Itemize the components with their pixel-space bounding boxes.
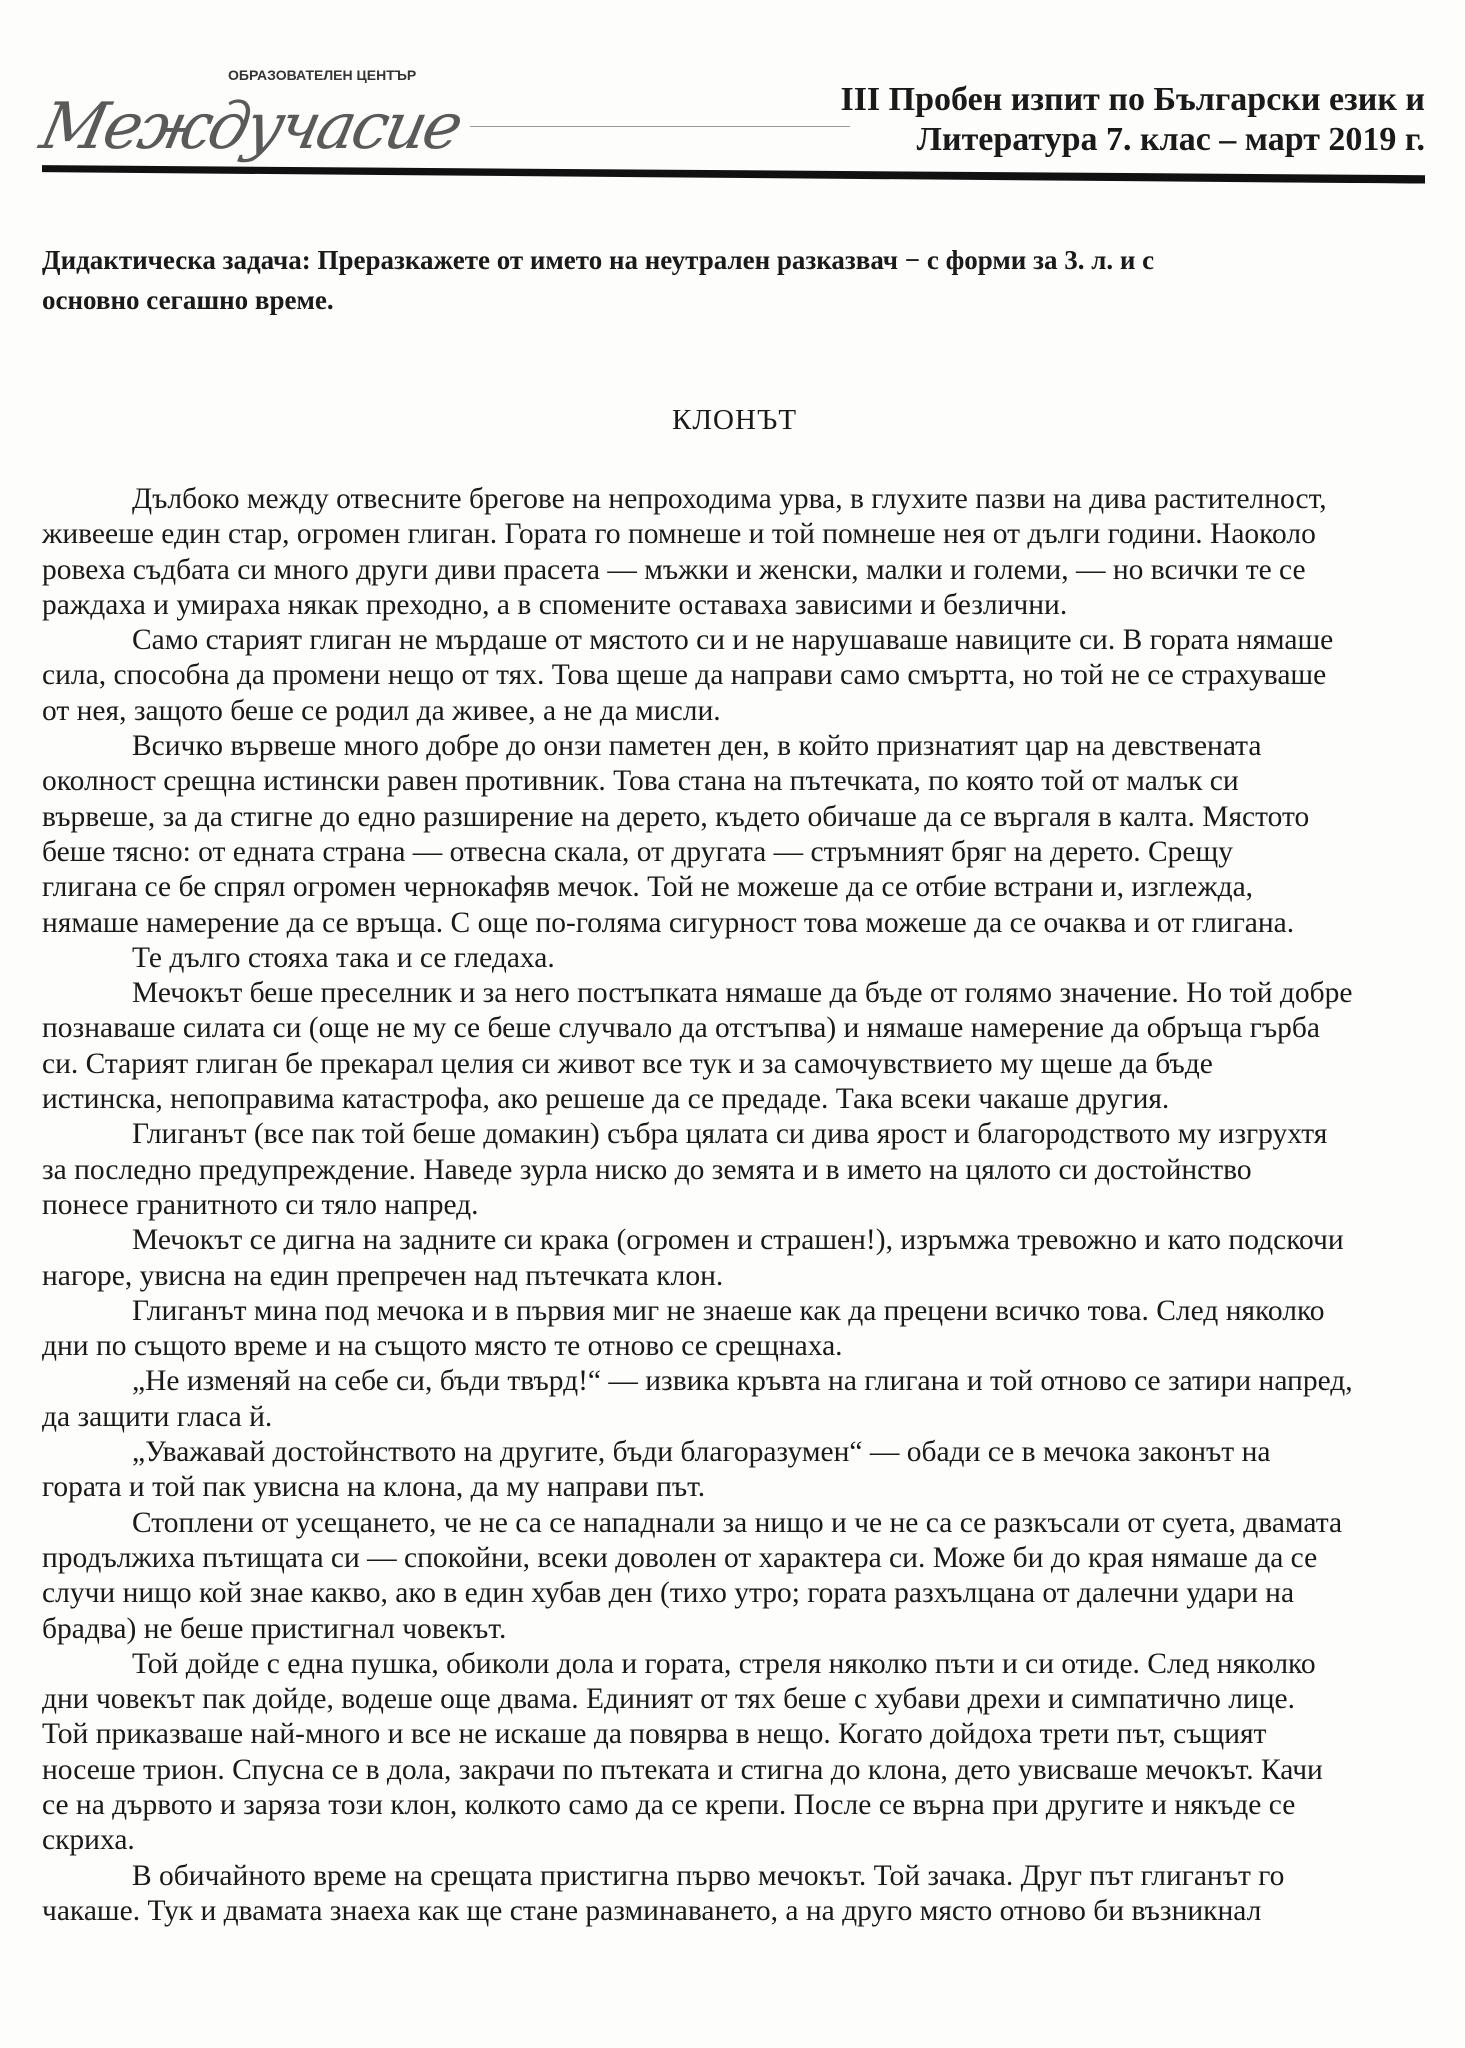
story-line: В обичайното време на срещата пристигна първо мечокът. Той зачака. Друг път глиганът го [132, 1859, 1285, 1892]
task-line: Дидактическа задача: Преразкажете от името на неутрален разказвач − с форми за 3. л. и с [42, 245, 1155, 275]
story-line: да защити гласа й. [42, 1400, 273, 1433]
story-line: дни човекът пак дойде, водеше още двама. Единият от тях беше с хубави дрехи и симпатично лице. [42, 1683, 1296, 1716]
story-line: си. Старият глиган бе прекарал целия си живот все тук и за самочувствието му щеше да бъде [42, 1047, 1213, 1080]
story-line: Той дойде с една пушка, обиколи дола и гората, стреля няколко пъти и си отиде. След няколко [132, 1647, 1316, 1680]
story-line: Глиганът мина под мечока и в първия миг не знаеше как да прецени всичко това. След няколко [132, 1294, 1325, 1327]
story-paragraph [42, 623, 1442, 729]
story-line: Мечокът се дигна на задните си крака (огромен и страшен!), изръмжа тревожно и като подскочи [132, 1224, 1344, 1257]
story-line: околност срещна истински равен противник. Това стана на пътечката, по която той от малък си [42, 765, 1239, 798]
story-line: продължиха пътищата си — спокойни, всеки доволен от характера си. Може би до края нямаше да се [42, 1541, 1318, 1574]
task-line: основно сегашно време. [42, 285, 334, 315]
story-line: нямаше намерение да се връща. С още по-голяма сигурност това можеше да се очаква и от глигана. [42, 906, 1295, 939]
story-paragraph [42, 1435, 1442, 1506]
story-line: глигана се бе спрял огромен чернокафяв мечок. Той не можеше да се отбие встрани и, изглежда, [42, 871, 1254, 904]
story-line: гората и той пак увисна на клона, да му направи път. [42, 1471, 706, 1504]
story-line: Всичко вървеше много добре до онзи паметен ден, в който признатият цар на девствената [132, 730, 1262, 763]
story-body [42, 482, 1442, 1929]
story-line: Дълбоко между отвесните брегове на непроходима урва, в глухите пазви на дива растителност, [132, 483, 1327, 515]
story-line: Те дълго стояха така и се гледаха. [132, 941, 555, 974]
story-title: КЛОНЪТ [672, 404, 798, 436]
story-paragraph [42, 976, 1442, 1117]
story-paragraph [42, 1117, 1442, 1223]
story-line: сила, способна да промени нещо от тях. Това щеше да направи само смъртта, но той не се страхуваше [42, 659, 1327, 692]
story-line: скриха. [42, 1824, 135, 1857]
story-line: брадва) не беше пристигнал човекът. [42, 1612, 507, 1645]
story-line: беше тясно: от едната страна — отвесна скала, от другата — стръмният бряг на дерето. Срещу [42, 835, 1233, 868]
exam-title [840, 80, 1425, 160]
story-line: дни по същото време и на същото място те отново се срещнаха. [42, 1330, 843, 1363]
story-line: чакаше. Тук и двамата знаеха как ще стане разминаването, а на друго място отново би възникнал [42, 1894, 1262, 1927]
story-line: Само старият глиган не мърдаше от мястото си и не нарушаваше навиците си. В гората нямаше [132, 624, 1334, 657]
story-line: от нея, защото беше се родил да живее, а не да мисли. [42, 694, 721, 727]
story-paragraph [42, 1506, 1442, 1647]
story-paragraph [42, 1364, 1442, 1435]
story-line: познаваше силата си (още не му се беше случвало да отстъпва) и нямаше намерение да обръща гърба [42, 1012, 1320, 1045]
story-paragraph [42, 482, 1442, 623]
story-line: се на дървото и заряза този клон, колкото само да се крепи. После се върна при другите и някъде се [42, 1788, 1296, 1821]
story-line: Той приказваше най-много и все не искаше да повярва в нещо. Когато дойдоха трети път, същият [42, 1718, 1267, 1751]
story-line: нагоре, увисна на един препречен над пътечката клон. [42, 1259, 724, 1292]
story-line: вървеше, за да стигне до едно разширение на дерето, където обичаше да се въргаля в калта. Мястото [42, 800, 1310, 833]
story-line: носеше трион. Спусна се в дола, закрачи по пътеката и стигна до клона, дето увисваше мечокът. Качи [42, 1753, 1323, 1786]
header-thin-divider [470, 126, 850, 127]
story-line: Стоплени от усещането, че не са се нападнали за нищо и че не са се разкъсали от суета, двамата [132, 1506, 1343, 1539]
story-line: случи нищо кой знае какво, ако в един хубав ден (тихо утро; гората разхълцана от далечни удари на [42, 1577, 1295, 1610]
story-paragraph [42, 1294, 1442, 1365]
story-paragraph [42, 729, 1442, 941]
story-line: за последно предупреждение. Наведе зурла ниско до земята и в името на цялото си достойнство [42, 1153, 1252, 1186]
story-line: истинска, непоправима катастрофа, ако решеше да се предаде. Така всеки чакаше другия. [42, 1083, 1170, 1116]
story-paragraph [42, 1647, 1442, 1859]
story-paragraph [42, 1223, 1442, 1294]
story-paragraph [42, 1859, 1442, 1930]
exam-title-line: Литература 7. клас – март 2019 г. [916, 121, 1425, 158]
story-line: „Не изменяй на себе си, бъди твърд!“ — извика кръвта на глигана и той отново се затири напред, [132, 1365, 1353, 1398]
story-line: ровеха съдбата си много други диви прасета — мъжки и женски, малки и големи, — но всички те се [42, 553, 1306, 586]
story-line: „Уважавай достойнството на другите, бъди благоразумен“ — обади се в мечока законът на [132, 1436, 1271, 1469]
story-line: Мечокът беше преселник и за него постъпката нямаше да бъде от голямо значение. Но той добре [132, 977, 1353, 1010]
logo-subtitle: ОБРАЗОВАТЕЛЕН ЦЕНТЪР [228, 67, 417, 83]
story-line: раждаха и умираха някак преходно, а в спомените оставаха зависими и безлични. [42, 588, 1068, 621]
task-instruction [42, 240, 1154, 320]
story-line: понесе гранитното си тяло напред. [42, 1188, 479, 1221]
story-line: живееше един стар, огромен глиган. Гората го помнеше и той помнеше нея от дълги години. Наоколо [42, 518, 1316, 551]
story-paragraph [42, 941, 1442, 976]
story-line: Глиганът (все пак той беше домакин) събра цялата си дива ярост и благородството му изгрухтя [132, 1118, 1328, 1151]
logo-script: Междучасие [34, 90, 467, 164]
logo [34, 52, 467, 172]
exam-title-line: III Пробен изпит по Български език и [840, 81, 1425, 118]
